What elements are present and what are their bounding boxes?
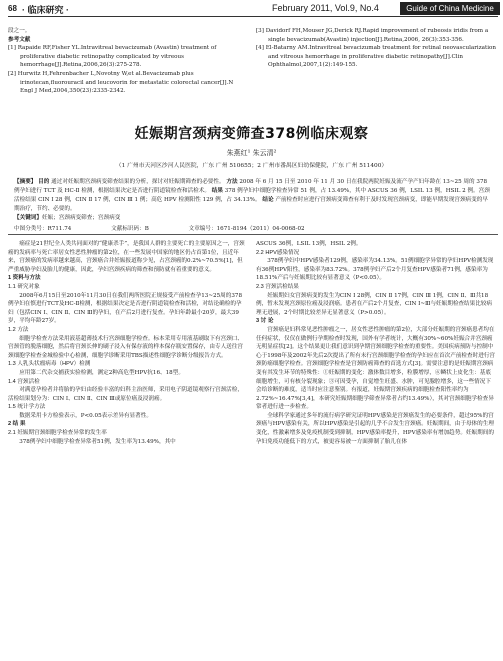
issue-info: February 2011, Vol.9, No.4 [272, 3, 379, 13]
body-paragraph: 对满意孕检者并将胎的孕妇由经验丰富的妇科主治医师，采用电子阴道镜观察行宫颈活检，活检结果划分为：CIN Ⅰ、CIN Ⅱ、CIN Ⅲ或原位癌及浸润癌。 [8, 387, 243, 402]
body-paragraph: 细胞学检查方法采用液基超薄技术行宫颈细胞学检查。标本采用专用液基刷取下有宫颈口、宫颈管的脱落细胞，然后将宫颈长伸的刷子浸入有保存液的样本保存瓶安置保存，由专人送往宫颈细胞学检查金城检验中心检测，细胞学诊断采用TBS描述性细胞学诊断分级报告方式。 [8, 335, 243, 359]
conclusion-label: 结论 [262, 197, 274, 203]
body-paragraph: 378例孕妇中HPV感染者129例，感染率为34.13%。51例细胞学异常的孕妇HPV检测发现有36例HPV阳性，感染率为83.72%。378例孕妇产后2个月复查HPV感染者71例，感染率为18.51%产后与妊娠期比较有显著意义（P<0.05）。 [256, 258, 494, 282]
section-label: · 临床研究 · [22, 5, 69, 15]
body-paragraph: ASCUS 36例，LSIL 13例，HSIL 2例。 [256, 241, 362, 247]
abstract-result: 378 例孕妇中细胞学检查异常 51 例，占 13.49%，其中 ASCUS 36 例，LSIL 13 例，HSIL 2 例。宫颈活检结果 CIN Ⅰ 28 例，CIN Ⅱ 17 例，CIN Ⅲ 1 例；高危 HPV 检测阳性 129 例，占 34.13%。 [14, 188, 490, 203]
subsection-heading: 2.2 HPV感染情况 [256, 249, 300, 256]
abstract-conclusion: 产前检查时应进行宫颈病变筛查有利于及时发现宫颈病变，即能早期发现宫颈病变的早期治疗，节约、必要的。 [14, 197, 488, 212]
abstract [14, 178, 490, 214]
references-right [256, 27, 496, 70]
subsection-heading: 1.5 统计学方法 [8, 404, 46, 411]
body-paragraph: 数据采用卡方检验表示，P<0.05表示差异有显著性。 [8, 412, 152, 419]
prev-article-tail: 段之一。 [8, 28, 31, 34]
keywords [14, 213, 490, 221]
article-number: 文章编号：1671-8194（2011）04-0068-02 [188, 226, 305, 232]
subsection-heading: 1.1 研究对象 [8, 283, 40, 290]
body-paragraph: 应用第二代杂交捕获实验检测，测定2种高危型HPV抗16、18型。 [8, 369, 184, 376]
reference-item: [2] Hurwitz H,Fehrenbacher L,Novotny W,et al.Bevacizumab plus irinotecan,fluorouracil and leucovorin for metastatic colorectal cancer[J].N Engl J Med,2004,350(23):2335-2342. [8, 70, 234, 95]
section-heading: 3 讨 论 [256, 318, 274, 325]
body-column-right [256, 240, 496, 446]
aim-label: 目的 [38, 179, 50, 185]
subsection-heading: 2.3 宫颈活检结果 [256, 283, 299, 290]
header-rule [8, 16, 498, 17]
reference-item: [1] Rapaide RF,Fisher YL.Intravitreal bevacizumab (Avastin) treatment of proliferative diabetic retinopathy complicated by vitreous hemorrhage[J].Retina,2006,26(3):275-278. [8, 45, 217, 69]
article-title: 妊娠期宫颈病变筛查378例临床观察 [134, 126, 369, 142]
clc-number: 中图分类号：R711.74 [14, 226, 72, 232]
method-label: 方法 [226, 179, 238, 185]
body-paragraph: 妊娠期妇女宫颈病变的发生为CIN Ⅰ 28例，CIN Ⅱ 17例，CIN Ⅲ 1例，CIN Ⅱ、Ⅲ共18例，暂未发现宫颈原位癌及浸润癌。患者在产后2个月复查，CIN Ⅰ~Ⅲ与妊娠期检查结果比较病理无进展，2个时期比较差异无显著意义（P>0.05）。 [256, 292, 492, 316]
references-heading: 参考文献 [8, 36, 31, 43]
body-column-left [8, 240, 246, 446]
references-left [8, 27, 246, 96]
section-heading: 2 结 果 [8, 421, 26, 428]
abstract-method: 2008 年 6 月 15 日至 2010 年 11 月 30 日在我院两院妊娠及流产孕产妇年龄在 13~25 周的 378 例孕妇进行 TCT 及 HC-Ⅱ 检测，根据结果决定是否进行阴道镜检查和活检术。 [14, 179, 488, 194]
article-meta [14, 224, 490, 232]
body-paragraph: 378例孕妇中细胞学检查异常者51例，发生率为13.49%，其中 [8, 438, 176, 445]
abstract-rule [8, 234, 498, 235]
authors: 朱燕红¹ 朱云清² [226, 149, 277, 157]
body-paragraph: 2008年6月15日至2010年11月30日在我们两所医院正规接受产前检查孕13~25周的378例孕妇在慎进行TCT及HC-Ⅱ检测，根据结果决定是否进行阴道镜检查和活检，对结论确检的孕妇（包括CIN Ⅰ、CIN Ⅱ、CIN Ⅲ的孕妇，在产后2月进行复查。孕妇年龄最小20岁，最大39岁，平均年龄27岁。 [8, 292, 243, 325]
abstract-label: 【摘要】 [14, 179, 37, 185]
affiliation: （1 广州市天河区沙河人民医院，广东 广州 510655；2 广州市番禺区妇幼保健院，广东 广州 511400） [115, 163, 388, 169]
journal-name-badge: Guide of China Medicine [400, 2, 500, 15]
document-code: 文献标识码：B [111, 226, 149, 232]
result-label: 结果 [211, 188, 223, 194]
subsection-heading: 2.1 妊娠期宫颈细胞学检查异常的发生率 [8, 430, 107, 437]
subsection-heading: 1.3 人乳头状瘤病毒（HPV）检测 [8, 361, 91, 368]
abstract-aim: 通过对妊娠期宫颈病变筛查结果的分析，探讨对妊娠期筛查的必要性。 [51, 179, 225, 185]
body-paragraph: 癌症是21世纪全人类共同面对的“健康杀手”，是我国人群的主要死亡的主要原因之一，宫颈癌的发病率与死亡率居女性恶性肿瘤的第2位，在一些发展中国家的地区仍占首第1位，且近年来，宫颈癌的发病率越来越高，宫颈癌合并妊娠报道称少见，占宫颈癌的0.2%~70.5%[1]，但严重威胁孕妇及胎儿的健康，因此，孕妇宫颈疾病的筛查和预防就有着重要的意义。 [8, 241, 245, 273]
body-paragraph: 全球科学家通过多年的流行病学研究证明HPV感染是宫颈癌发生的必要条件，超过95%的宫颈癌与HPV感染有关，所以HPV感染是引起的几乎不合发生宫颈癌。妊娠期间，由于母体的生理变化，性激素增多及免疫机制受到抑制，HPV感染率提升，HPV感染率有增加趋势。妊娠期间的孕妇免疫功能低下的方式，被更容易被一方面抑制了胎儿在体 [256, 412, 494, 445]
reference-item: [4] El-Batarny AM.Intravitreal bevacizumab treatment for retinal neovascularization and vitreous hemorrhage in proliferative diabetic retinopathy[J].Clin Ophthalmol,2007,1(2):149-155. [256, 45, 496, 69]
subsection-heading: 1.4 宫颈活检 [8, 378, 40, 385]
page-number: 68 [8, 4, 17, 13]
body-paragraph: 宫颈癌是妇科常见恶性肿瘤之一，居女性恶性肿瘤的第2位，大部分妊娠期的宫颈癌患者均在任何症状，仅仅在做例行孕期检查时发现，国外有学者统计，大概有30%~60%妊娠合并宫颈癌无明显症状[2]。这个结果更让我们意识到孕期宫颈细胞学检查的重要性。美国疾病预防与控制中心于1998年及2002年先后2次提出了所有未行宫颈细胞学检查的孕妇应在首次产前检查时进行宫颈防癌细胞学检查。宫颈细胞学检查是宫颈防癌筛查的首选方式[3]。需要注意的是妊娠期宫颈病变有其发生环节的特殊性：①妊娠期的变化：激体数目增多，粒膜增厚，⑥鳞状上皮化生：基底细胞增生，可有核分裂现象；③可因受孕，自觉增生旺盛、水肿，可见腺腔增多，这一些情况下会给诊断的难度，适当时应注意鉴别。有报道，妊娠期宫颈疾病的细胞检查阳性率约为2.72%~16.47%[3,4]，本研究妊娠期细胞学筛查异常者占约13.49%），其对宫颈细胞学检查异常者进行进一步检查。 [256, 326, 496, 411]
page-header [0, 0, 503, 22]
keywords-label: 【关键词】 [14, 215, 42, 221]
reference-item: [3] Davidorf FH,Mouser JG,Derick RJ.Rapid improvement of rubeosis iridis from a single bevacizumab(Avastin) injection[J].Retina,2006, 26(3):353-356. [256, 28, 489, 43]
keywords-value: 妊娠；宫颈病变筛查；宫颈病变 [41, 215, 121, 221]
subsection-heading: 1.2 方法 [8, 326, 29, 333]
section-heading: 1 资料与方法 [8, 275, 41, 282]
